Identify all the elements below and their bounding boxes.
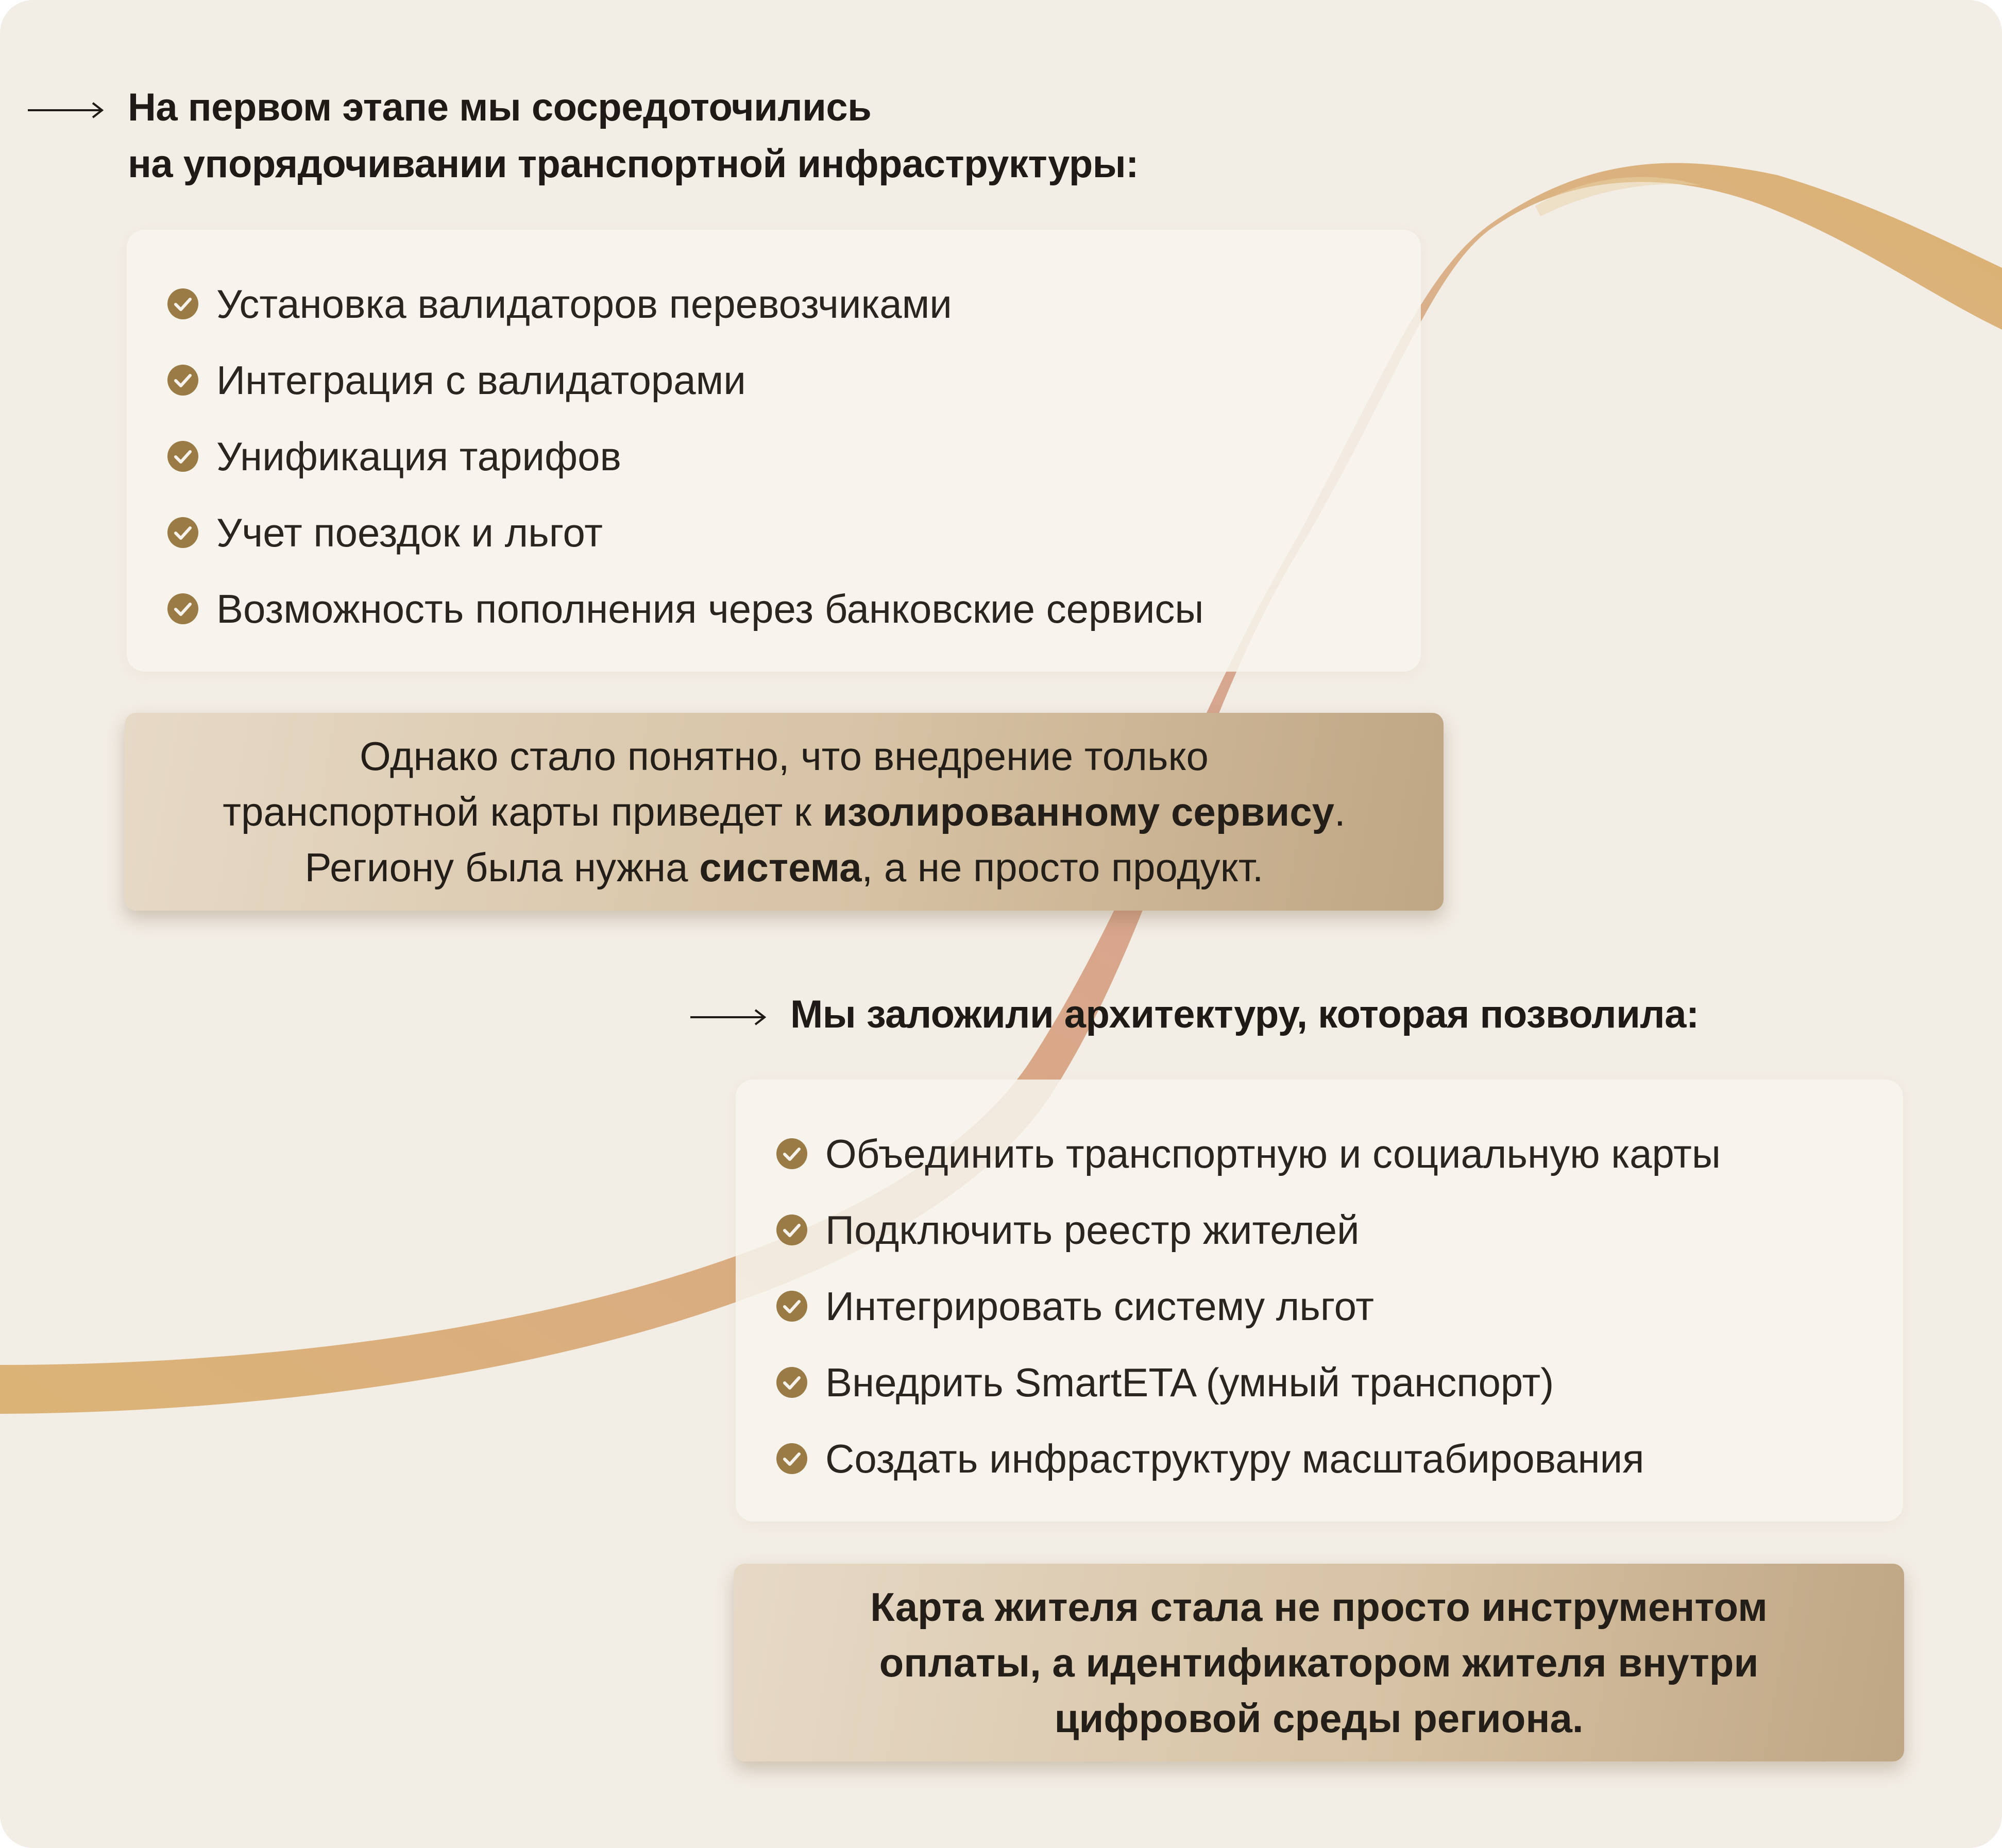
check-circle-icon: [776, 1138, 808, 1170]
note2-line1: Карта жителя стала не просто инструментом: [870, 1584, 1768, 1630]
list-item-text: Интегрировать систему льгот: [825, 1283, 1375, 1329]
list-item: [167, 418, 1203, 494]
arrow-right-icon: [689, 1007, 767, 1028]
check-circle-icon: [167, 593, 199, 625]
note1-line2-end: .: [1334, 789, 1346, 834]
section2-list: [776, 1116, 1721, 1497]
check-circle-icon: [167, 440, 199, 472]
list-item: [776, 1116, 1721, 1192]
note1-line1: Однако стало понятно, что внедрение только: [360, 733, 1209, 779]
insight-note-2: [734, 1564, 1904, 1761]
note1-line2-emphasis: изолированному сервису: [822, 789, 1335, 834]
list-item: [167, 342, 1203, 418]
list-item: [776, 1192, 1721, 1268]
arrow-right-icon: [27, 100, 104, 121]
section2-card: [736, 1080, 1903, 1521]
list-item-text: Учет поездок и льгот: [216, 509, 603, 555]
note1-line2: [223, 784, 1345, 840]
note2-line2: оплаты, а идентификатором жителя внутри: [879, 1640, 1759, 1685]
section2-heading: [689, 986, 1926, 1043]
list-item: [776, 1344, 1721, 1421]
list-item: [776, 1268, 1721, 1344]
section1-heading: [27, 79, 1263, 193]
list-item: [167, 266, 1203, 342]
note1-line3-text: Региону была нужна: [304, 845, 700, 890]
list-item-text: Установка валидаторов перевозчиками: [216, 281, 952, 327]
list-item: [776, 1421, 1721, 1497]
list-item-text: Создать инфраструктуру масштабирования: [825, 1435, 1644, 1481]
list-item: [167, 494, 1203, 571]
section1-heading-text: На первом этапе мы сосредоточились на упорядочивании транспортной инфраструктуры:: [128, 85, 1139, 186]
list-item-text: Возможность пополнения через банковские сервисы: [216, 586, 1204, 631]
list-item-text: Подключить реестр жителей: [825, 1207, 1360, 1253]
insight-note-1: [125, 713, 1444, 911]
note1-line3-emphasis: система: [699, 845, 862, 890]
list-item-text: Внедрить SmartETA (умный транспорт): [825, 1359, 1554, 1405]
check-circle-icon: [776, 1214, 808, 1246]
note1-line3-end: , а не просто продукт.: [861, 845, 1264, 890]
section2-heading-text: Мы заложили архитектуру, которая позволила:: [790, 993, 1699, 1036]
check-circle-icon: [167, 364, 199, 396]
check-circle-icon: [167, 517, 199, 549]
check-circle-icon: [776, 1366, 808, 1398]
section1-card: [127, 230, 1421, 672]
list-item-text: Унификация тарифов: [216, 433, 621, 479]
check-circle-icon: [167, 288, 199, 320]
list-item-text: Объединить транспортную и социальную карты: [825, 1131, 1721, 1176]
section1-list: [167, 266, 1203, 647]
note2-line3: цифровой среды региона.: [1054, 1696, 1584, 1741]
note1-line2-text: транспортной карты приведет к: [223, 789, 823, 834]
list-item-text: Интеграция с валидаторами: [216, 357, 746, 403]
list-item: [167, 571, 1203, 647]
note1-line3: [305, 840, 1264, 895]
check-circle-icon: [776, 1290, 808, 1322]
check-circle-icon: [776, 1443, 808, 1475]
